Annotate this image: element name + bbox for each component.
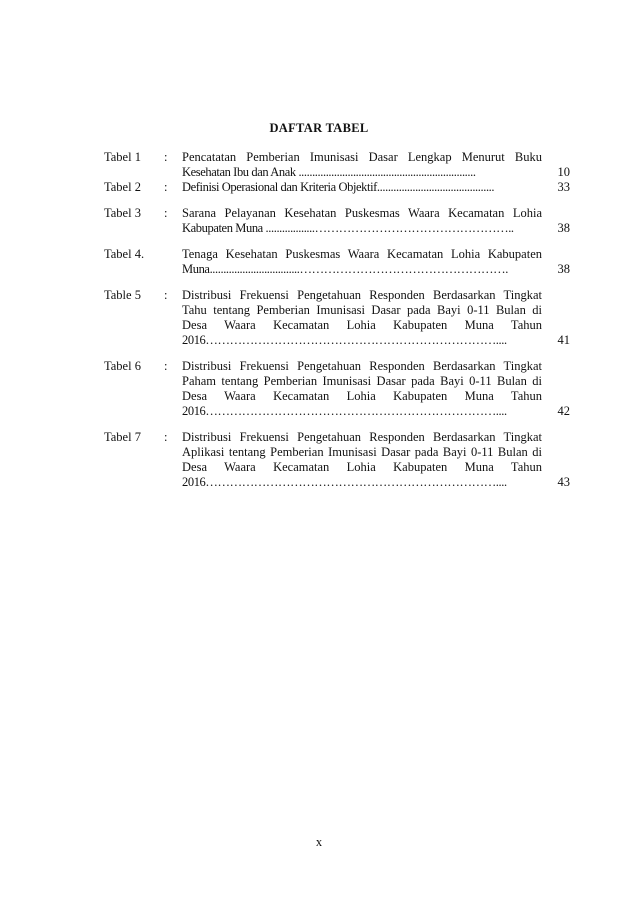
entry-title-line: Aplikasi tentang Pemberian Imunisasi Dasar pada Bayi 0-11 Bulan di [182, 445, 542, 459]
entry-title [182, 206, 542, 236]
entry-title-line: 2016……………………………………………………………….... [182, 333, 507, 347]
list-item-tabel-7[interactable] [104, 430, 570, 490]
page-number: x [315, 835, 323, 849]
entry-page-number: 43 [557, 475, 570, 489]
entry-label: Tabel 2 [104, 180, 141, 194]
entry-title-line: Kesehatan Ibu dan Anak ................................................................. [182, 165, 476, 179]
entry-label: Table 5 [104, 288, 141, 302]
entry-title [182, 247, 542, 277]
entry-title-line: Tenaga Kesehatan Puskesmas Waara Kecamatan Lohia Kabupaten [182, 247, 542, 261]
entry-label: Tabel 4. [104, 247, 145, 261]
list-item-table-5[interactable] [104, 288, 570, 348]
entry-label: Tabel 3 [104, 206, 141, 220]
entry-title-line: 2016……………………………………………………………….... [182, 475, 507, 489]
entry-title [182, 150, 542, 180]
entry-title-line: Kabupaten Muna ..................………………………………………….. [182, 221, 514, 235]
entry-colon: : [164, 206, 168, 220]
entry-title-line: Desa Waara Kecamatan Lohia Kabupaten Muna Tahun [182, 318, 542, 332]
entry-title [182, 430, 542, 490]
page-title: DAFTAR TABEL [269, 121, 369, 135]
entry-title [182, 288, 542, 348]
entry-label: Tabel 6 [104, 359, 141, 373]
entry-colon: : [164, 150, 168, 164]
entry-title [182, 180, 542, 195]
list-item-tabel-6[interactable] [104, 359, 570, 419]
entry-title-line: Desa Waara Kecamatan Lohia Kabupaten Muna Tahun [182, 389, 542, 403]
list-item-tabel-1[interactable] [104, 150, 570, 180]
entry-title [182, 359, 542, 419]
entry-title-line: Definisi Operasional dan Kriteria Objektif........................................... [182, 180, 495, 194]
entry-label: Tabel 1 [104, 150, 141, 164]
entry-title-line: Desa Waara Kecamatan Lohia Kabupaten Muna Tahun [182, 460, 542, 474]
entry-title-line: Distribusi Frekuensi Pengetahuan Responden Berdasarkan Tingkat [182, 288, 542, 302]
entry-page-number: 41 [557, 333, 570, 347]
entry-page-number: 33 [557, 180, 570, 194]
entry-label: Tabel 7 [104, 430, 141, 444]
entry-title-line: Tahu tentang Pemberian Imunisasi Dasar pada Bayi 0-11 Bulan di [182, 303, 542, 317]
list-item-tabel-3[interactable] [104, 206, 570, 236]
table-list [104, 150, 570, 490]
entry-title-line: Distribusi Frekuensi Pengetahuan Responden Berdasarkan Tingkat [182, 430, 542, 444]
entry-colon: : [164, 430, 168, 444]
entry-title-line: Sarana Pelayanan Kesehatan Puskesmas Waara Kecamatan Lohia [182, 206, 542, 220]
entry-title-line: Distribusi Frekuensi Pengetahuan Responden Berdasarkan Tingkat [182, 359, 542, 373]
entry-title-line: 2016……………………………………………………………….... [182, 404, 507, 418]
entry-colon: : [164, 180, 168, 194]
entry-page-number: 42 [557, 404, 570, 418]
entry-title-line: Paham tentang Pemberian Imunisasi Dasar pada Bayi 0-11 Bulan di [182, 374, 542, 388]
entry-page-number: 38 [557, 221, 570, 235]
entry-colon: : [164, 359, 168, 373]
entry-title-line: Pencatatan Pemberian Imunisasi Dasar Lengkap Menurut Buku [182, 150, 542, 164]
entry-colon: : [164, 288, 168, 302]
list-item-tabel-2[interactable] [104, 180, 570, 195]
list-item-tabel-4[interactable] [104, 247, 570, 277]
entry-title-line: Muna.................................……………………………………………. [182, 262, 508, 276]
entry-page-number: 38 [557, 262, 570, 276]
entry-page-number: 10 [557, 165, 570, 179]
